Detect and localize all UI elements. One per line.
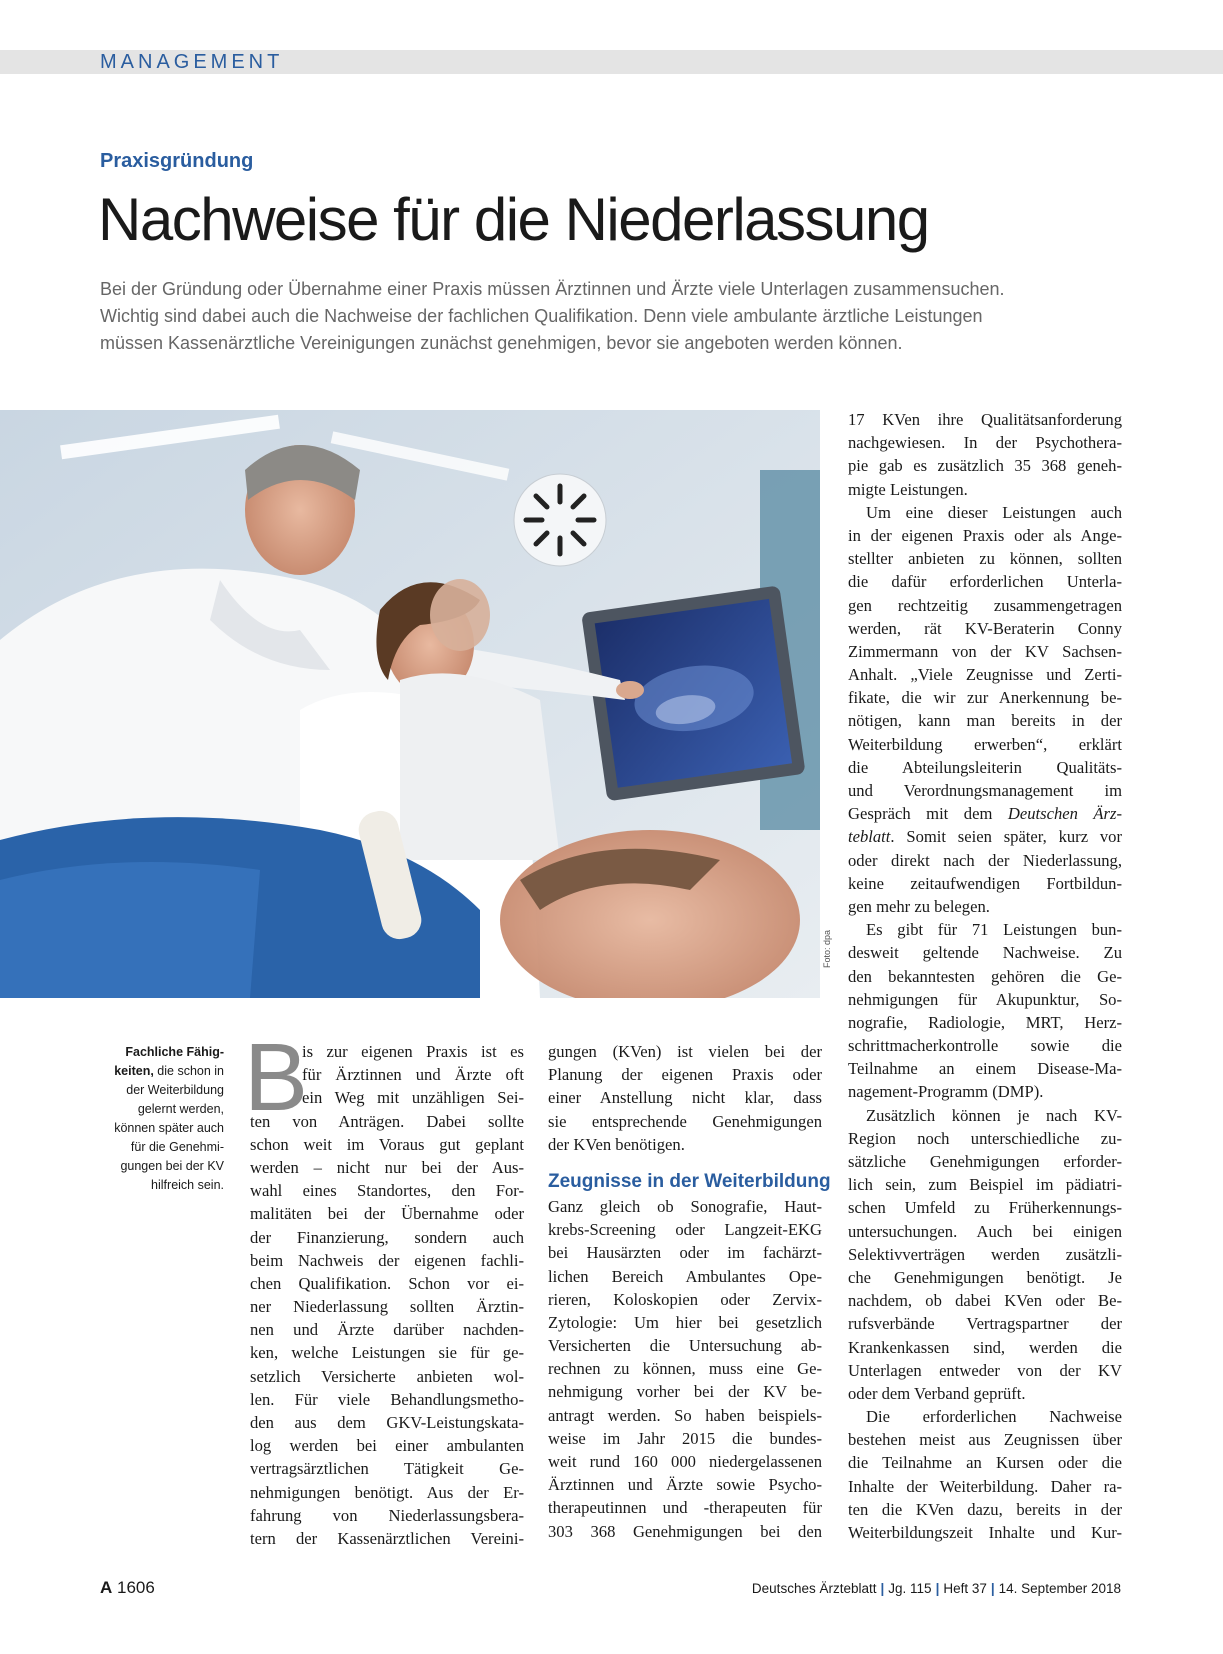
text-line: sätzliche Genehmigungen erforder- [848,1152,1122,1171]
text-line: Ärztinnen und Ärzte sowie Psycho- [548,1475,822,1495]
journal-date: 14. September 2018 [998,1581,1121,1596]
text-line: ein Weg mit unzähligen Sei- [302,1088,524,1108]
text-line: untersuchungen. Auch bei einigen [848,1221,1122,1241]
text-line: Zusätzlich können je nach KV- [866,1105,1122,1125]
text-line: lich sein, zum Beispiel im pädiatri- [848,1175,1122,1195]
article-photo [0,410,820,998]
text-line: nen und Ärzte darüber nachden- [250,1320,524,1340]
text-line: ken, welche Leistungen sie für ge- [250,1343,524,1363]
text-line: weit rund 160 000 niedergelassenen [548,1452,822,1471]
lead-line: Wichtig sind dabei auch die Nachweise der fachlichen Qualifikation. Denn viele ambulante ärztliche Leistungen [100,306,983,326]
text-column-3 [848,408,1122,1544]
text-line: fikate, die wir zur Anerkennung be- [848,688,1122,708]
separator: | [880,1581,885,1596]
text-line: schen Umfeld zu Früherkennungs- [848,1198,1122,1218]
text-line: ten von Anträgen. Dabei sollte [250,1111,524,1131]
article-lead [100,276,1160,357]
text-line: 303 368 Genehmigungen bei den [548,1521,822,1541]
text-line: lichen Bereich Ambulantes Ope- [548,1266,822,1286]
text-line: Krankenkassen sind, werden die [848,1337,1122,1357]
text-line: nehmigungen benötigt. Aus der Er- [250,1482,524,1502]
caption-line: gelernt werden, [137,1102,224,1116]
caption-bold: Fachliche Fähig- [125,1045,224,1059]
text-line: Um eine dieser Leistungen auch [866,502,1122,522]
text-line: Weiterbildungszeit Inhalte und Kur- [848,1523,1122,1542]
photo-credit: Foto: dpa [822,929,832,968]
text-line: vertragsärztlichen Tätigkeit Ge- [250,1459,524,1479]
text-line: die dafür erforderlichen Unterla- [848,572,1122,592]
text-column-1 [250,1040,524,1550]
page-number-value: 1606 [117,1578,155,1597]
text-line: nachdem, ob dabei KVen oder Be- [848,1291,1122,1311]
text-column-2 [548,1040,831,1543]
subheading: Zeugnisse in der Weiterbildung [548,1170,831,1192]
caption-line: können später auch [114,1121,224,1135]
text-line: krebs-Screening oder Langzeit-EKG [548,1220,822,1240]
text-line: weise im Jahr 2015 die bundes- [548,1428,822,1448]
text-line: ner Niederlassung sollten Ärztin- [250,1297,524,1317]
text-line: und Verordnungsmanagement im [848,781,1122,800]
lead-line: Bei der Gründung oder Übernahme einer Praxis müssen Ärztinnen und Ärzte viele Unterlagen zusammensuchen. [100,279,1005,299]
text-line: Inhalte der Weiterbildung. Daher ra- [848,1476,1122,1496]
text-line: chen Qualifikation. Schon vor ei- [250,1273,524,1293]
text-line: malitäten bei der Übernahme oder [250,1204,524,1224]
caption-line: hilfreich sein. [151,1178,224,1192]
text-line: pie gab es zusätzlich 35 368 geneh- [848,456,1122,476]
text-line: rufsverbände Vertragspartner der [848,1314,1122,1334]
lead-line: müssen Kassenärztliche Vereinigungen zunächst genehmigen, bevor sie angeboten werden können. [100,333,903,353]
text-line: setzlich Versicherte anbieten wol- [250,1366,524,1386]
text-line: schon weit im Voraus gut geplant [250,1134,524,1154]
text-line: bestehen meist aus Zeugnissen über [848,1430,1122,1450]
text-line: nötigen, kann man bereits in der [848,711,1122,731]
journal-volume: Jg. 115 [888,1581,932,1596]
text-line: Es gibt für 71 Leistungen bun- [866,920,1122,940]
journal-info [752,1581,1121,1596]
text-line: is zur eigenen Praxis ist es [302,1042,524,1061]
text-line: nehmigung vorher bei der KV be- [548,1382,822,1402]
text-line: oder direkt nach der Niederlassung, [848,850,1122,870]
text-line: beim Nachweis der eigenen fachli- [250,1250,524,1270]
text-line: nehmigungen für Akupunktur, So- [848,989,1122,1009]
text-line: Ganz gleich ob Sonografie, Haut- [548,1196,822,1216]
separator: | [990,1581,995,1596]
text-line: Zimmermann von der KV Sachsen- [848,641,1122,661]
separator: | [935,1581,940,1596]
text-line: oder dem Verband geprüft. [848,1383,1026,1403]
text-line: nagement-Programm (DMP). [848,1082,1044,1102]
caption-line: für die Genehmi- [130,1140,224,1154]
text-line: Region noch unterschiedliche zu- [848,1128,1122,1148]
journal-reference: teblatt [848,827,891,847]
text-line: rieren, Koloskopien oder Zervix- [548,1289,822,1309]
text-fragment: Gespräch mit dem [848,804,1008,824]
text-line: nachgewiesen. In der Psychothera- [848,433,1122,453]
text-line: werden, rät KV-Beraterin Conny [848,618,1122,638]
text-line: Planung der eigenen Praxis oder [548,1065,822,1085]
text-line: den bekanntesten gehören die Ge- [848,966,1122,986]
text-line: nografie, Radiologie, MRT, Herz- [848,1012,1122,1032]
text-line: ten die KVen dazu, bereits in der [848,1499,1122,1519]
text-line: keine zeitaufwendigen Fortbildun- [848,873,1122,893]
text-line: len. Für viele Behandlungsmetho- [250,1389,524,1409]
text-line: che Genehmigungen benötigt. Je [848,1267,1122,1287]
text-line: antragt werden. So haben beispiels- [548,1405,822,1425]
text-line: 17 KVen ihre Qualitätsanforderung [848,410,1122,429]
page-prefix: A [100,1578,113,1597]
ultrasound-scene-illustration [0,410,820,998]
caption-bold: keiten, [114,1064,154,1078]
caption-line: der Weiterbildung [126,1083,224,1097]
text-line: stellter anbieten zu können, sollten [848,549,1122,569]
text-line: Weiterbildung erwerben“, erklärt [848,734,1122,754]
journal-name: Deutsches Ärzteblatt [751,1581,877,1596]
text-line: gen mehr zu belegen. [848,896,990,916]
text-line: der Finanzierung, sondern auch [250,1227,524,1247]
text-line: werden – nicht nur bei der Aus- [250,1157,524,1177]
text-line: Anhalt. „Viele Zeugnisse und Zerti- [848,665,1122,685]
text-line: Versicherten die Untersuchung ab- [548,1336,822,1356]
text-line [848,825,1122,848]
text-line: migte Leistungen. [848,479,968,499]
text-line: sie entsprechende Genehmigungen [548,1111,822,1131]
text-line: in der eigenen Praxis oder als Ange- [848,525,1122,545]
text-line: gen rechtzeitig zusammengetragen [848,595,1122,615]
text-fragment: . Somit seien später, kurz vor [890,827,1122,847]
text-line: der KVen benötigen. [548,1134,685,1154]
article-kicker: Praxisgründung [100,150,254,172]
caption-text: die schon in [153,1064,224,1078]
text-line: Die erforderlichen Nachweise [866,1407,1122,1427]
text-line: log werden bei einer ambulanten [250,1436,524,1456]
text-line: Zytologie: Um hier bei gesetzlich [548,1312,822,1332]
text-line: Selektivverträgen werden zusätzli- [848,1244,1122,1264]
text-line: tern der Kassenärztlichen Vereini- [250,1528,524,1548]
text-line: rechnen zu können, muss eine Ge- [548,1359,822,1379]
text-line: den aus dem GKV-Leistungskata- [250,1413,524,1432]
article-title: Nachweise für die Niederlassung [98,186,929,253]
text-line [848,802,1122,825]
section-label: MANAGEMENT [100,51,284,73]
text-line: therapeutinnen und -therapeuten für [548,1498,822,1518]
text-line: bei Hausärzten oder im fachärzt- [548,1243,822,1263]
journal-issue: Heft 37 [943,1581,987,1596]
text-line: gungen (KVen) ist vielen bei der [548,1042,822,1061]
text-line: schrittmacherkontrolle sowie die [848,1036,1122,1056]
text-line: fahrung von Niederlassungsbera- [250,1505,524,1525]
text-line: desweit geltende Nachweise. Zu [848,943,1122,963]
journal-reference: Deutschen Ärz- [1007,804,1122,824]
text-line: Unterlagen entweder von der KV [848,1360,1122,1380]
text-line: Teilnahme an einem Disease-Ma- [848,1059,1122,1079]
page-number [100,1578,155,1598]
caption-line: gungen bei der KV [120,1159,224,1173]
text-line: die Abteilungsleiterin Qualitäts- [848,757,1122,777]
text-line: einer Anstellung nicht klar, dass [548,1088,822,1108]
text-line: für Ärztinnen und Ärzte oft [302,1065,524,1085]
photo-caption [90,1043,224,1195]
drop-cap: B [244,1024,309,1131]
text-line: die Teilnahme an Kursen oder die [848,1453,1122,1473]
text-line: wahl eines Standortes, den For- [250,1181,524,1201]
